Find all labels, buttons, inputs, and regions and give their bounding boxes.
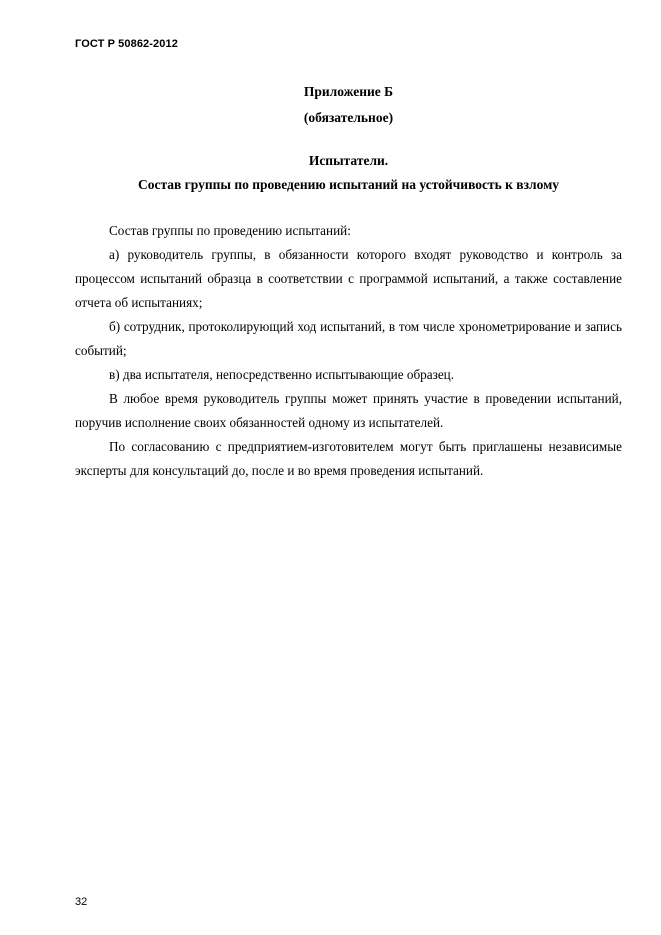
section-title: Испытатели. [308,153,389,168]
body-paragraph-item-b: б) сотрудник, протоколирующий ход испытаний, в том числе хронометрирование и запись событий; [75,319,622,358]
page-number: 32 [75,896,88,908]
body-paragraph-item-a: а) руководитель группы, в обязанности которого входят руководство и контроль за процессом испытаний образца в соответствии с программой испытаний, а также составление отчета об испытаниях; [75,247,622,310]
section-subtitle: Состав группы по проведению испытаний на устойчивость к взлому [137,177,560,192]
body-paragraph-experts: По согласованию с предприятием-изготовителем могут быть приглашены независимые эксперты для консультаций до, после и во время проведения испытаний. [75,439,622,478]
body-paragraph-item-c: в) два испытателя, непосредственно испытывающие образец. [109,367,455,382]
document-header-code: ГОСТ Р 50862-2012 [75,38,178,50]
body-text [75,219,622,483]
appendix-title: Приложение Б [303,84,394,99]
body-paragraph-leader: В любое время руководитель группы может принять участие в проведении испытаний, поручив исполнение своих обязанностей одному из испытателей. [75,391,622,430]
body-paragraph-intro: Состав группы по проведению испытаний: [109,223,351,238]
appendix-status: (обязательное) [303,110,394,125]
